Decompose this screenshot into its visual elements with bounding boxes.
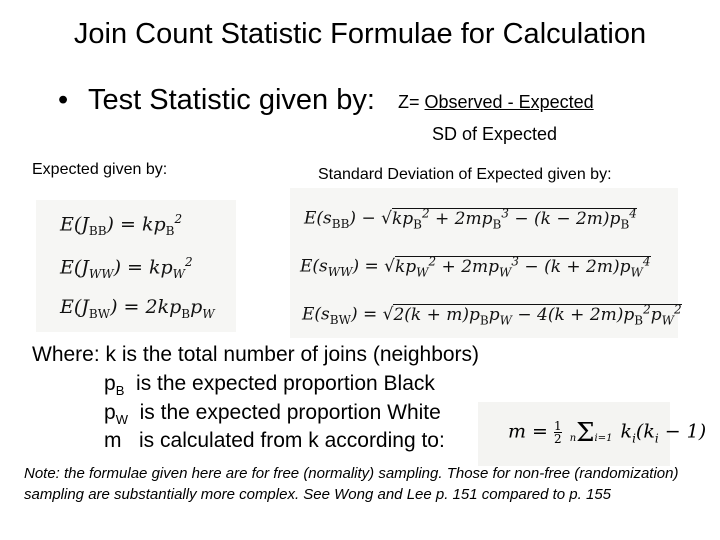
m-text: is calculated from k according to: [139,429,445,452]
pw-symbol: p [104,401,116,424]
z-formula [398,92,594,113]
sd-bb-formula: $E(s_{BB}) - √kp_B^2 + 2mp_B^3 - (k - 2m)p_B^4$ [304,206,637,232]
slide-title: Join Count Statistic Formulae for Calculation [73,18,647,50]
test-statistic-line [58,84,375,117]
sd-heading: Standard Deviation of Expected given by: [318,166,612,183]
sd-bw-formula: $E(s_{BW}) = √2(k + m)p_Bp_W - 4(k + 2m)p_B^2p_W^2$ [302,302,682,328]
expected-heading: Expected given by: [32,161,168,178]
sd-ww-formula: $E(s_{WW}) = √kp_W^2 + 2mp_W^3 - (k + 2m)p_W^4$ [300,254,651,280]
bullet-icon: • [58,84,69,116]
expected-bb-formula: $E(J_{BB}) = kp_B^2$ [60,212,183,239]
expected-formula-image [36,200,236,332]
m-symbol: m [104,429,122,452]
pb-text: is the expected proportion Black [136,372,435,395]
m-formula-image [478,402,707,466]
test-statistic-label: Test Statistic given by: [88,84,375,116]
footnote: Note: the formulae given here are for free (normality) sampling. Those for non-free (randomization) sampling are substantially more complex. See Wong and Lee p. 151 compared to p. 155 [24,465,679,503]
pw-text: is the expected proportion White [139,401,441,424]
where-pw-definition [104,401,441,427]
expected-ww-formula: $E(J_{WW}) = kp_W^2$ [60,255,193,282]
z-numerator: Observed - Expected [424,92,594,112]
m-formula: m = $\frac{1}{2}$ nΣi=1 $k_i(k_i - 1)$ [508,417,707,448]
where-pb-definition [104,372,435,398]
z-label: Z= [398,92,420,112]
expected-bw-formula: $E(J_{BW}) = 2kp_Bp_W$ [60,296,215,321]
pb-subscript: B [115,383,125,399]
sd-formula-image [290,188,682,338]
z-denominator: SD of Expected [432,124,558,144]
where-m-definition [104,429,445,453]
pb-symbol: p [104,372,116,395]
pw-subscript: W [115,412,128,428]
where-k-definition: Where: k is the total number of joins (neighbors) [32,343,480,366]
